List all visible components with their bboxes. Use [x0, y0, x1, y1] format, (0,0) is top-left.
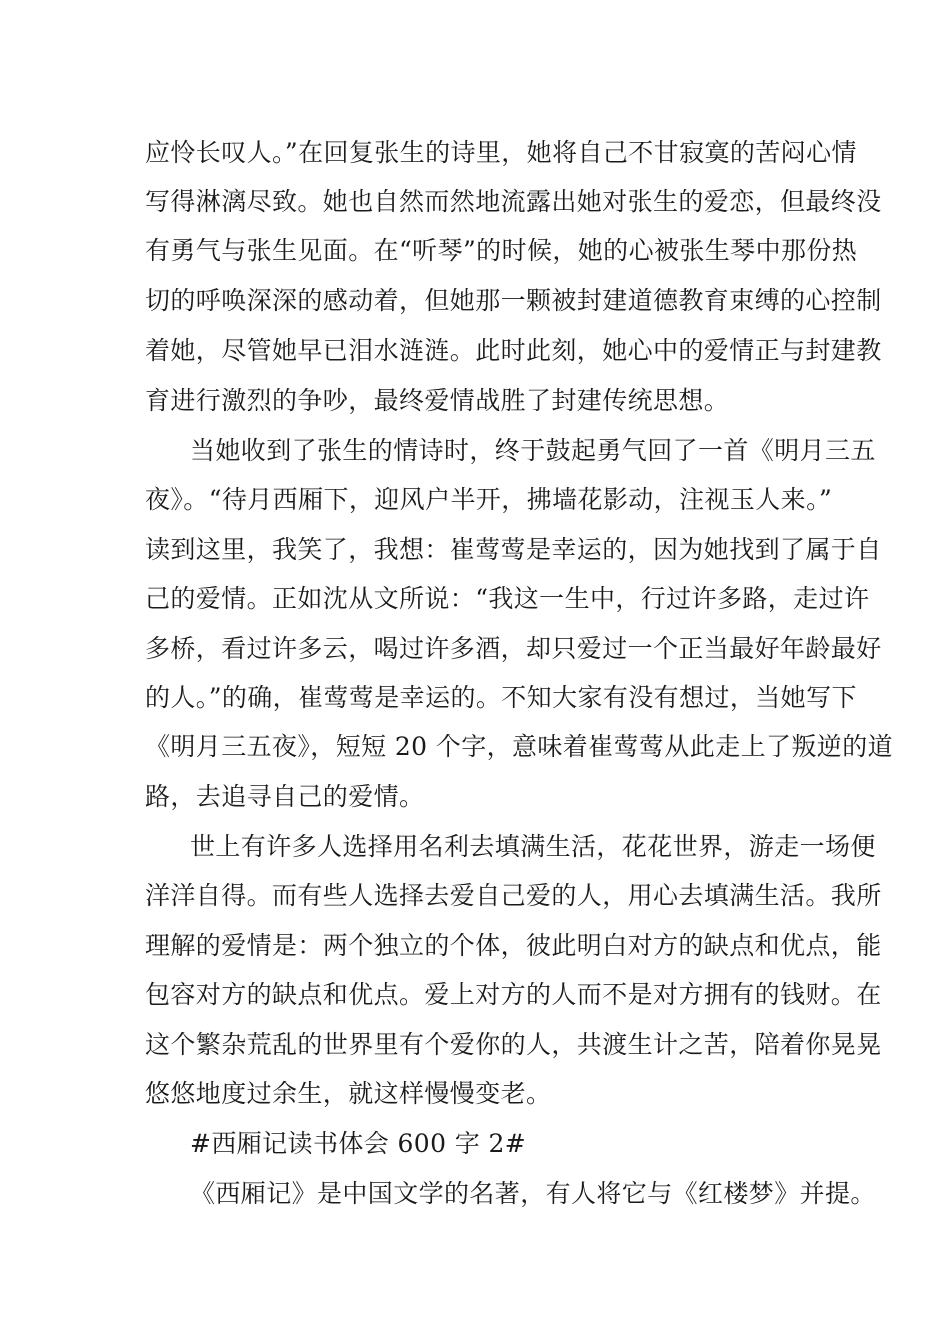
text-line: 育进行激烈的争吵，最终爱情战胜了封建传统思想。 [145, 386, 730, 415]
section-heading: #西厢记读书体会 600 字 2# [190, 1129, 527, 1158]
text-line: 着她，尽管她早已泪水涟涟。此时此刻，她心中的爱情正与封建教 [145, 336, 882, 365]
text-line: 夜》。“待月西厢下，迎风户半开，拂墙花影动，注视玉人来。” [145, 485, 833, 514]
text-line: 写得淋漓尽致。她也自然而然地流露出她对张生的爱恋，但最终没 [145, 187, 882, 216]
text-line: 切的呼唤深深的感动着，但她那一颗被封建道德教育束缚的心控制 [145, 286, 882, 315]
text-line: 多桥，看过许多云，喝过许多酒，却只爱过一个正当最好年龄最好 [145, 634, 882, 663]
text-line: 应怜长叹人。”在回复张生的诗里，她将自己不甘寂寞的苦闷心情 [145, 138, 857, 167]
text-line: 悠悠地度过余生，就这样慢慢变老。 [145, 1079, 552, 1108]
text-line: 理解的爱情是：两个独立的个体，彼此明白对方的缺点和优点，能 [145, 931, 882, 960]
text-line: 《西厢记》是中国文学的名著，有人将它与《红楼梦》并提。 [190, 1179, 876, 1208]
text-line: 路，去追寻自己的爱情。 [145, 782, 425, 811]
text-line: 的人。”的确，崔莺莺是幸运的。不知大家有没有想过，当她写下 [145, 683, 857, 712]
text-line: 读到这里，我笑了，我想：崔莺莺是幸运的，因为她找到了属于自 [145, 535, 882, 564]
text-line: 当她收到了张生的情诗时，终于鼓起勇气回了一首《明月三五 [190, 436, 876, 465]
text-line: 这个繁杂荒乱的世界里有个爱你的人，共渡生计之苦，陪着你晃晃 [145, 1030, 882, 1059]
text-line: 《明月三五夜》，短短 20 个字，意味着崔莺莺从此走上了叛逆的道 [145, 732, 894, 761]
text-line: 世上有许多人选择用名利去填满生活，花花世界，游走一场便 [190, 832, 876, 861]
text-line: 有勇气与张生见面。在“听琴”的时候，她的心被张生琴中那份热 [145, 236, 858, 265]
text-line: 包容对方的缺点和优点。爱上对方的人而不是对方拥有的钱财。在 [145, 980, 882, 1009]
text-line: 己的爱情。正如沈从文所说：“我这一生中，行过许多路，走过许 [145, 584, 870, 613]
text-line: 洋洋自得。而有些人选择去爱自己爱的人，用心去填满生活。我所 [145, 881, 882, 910]
